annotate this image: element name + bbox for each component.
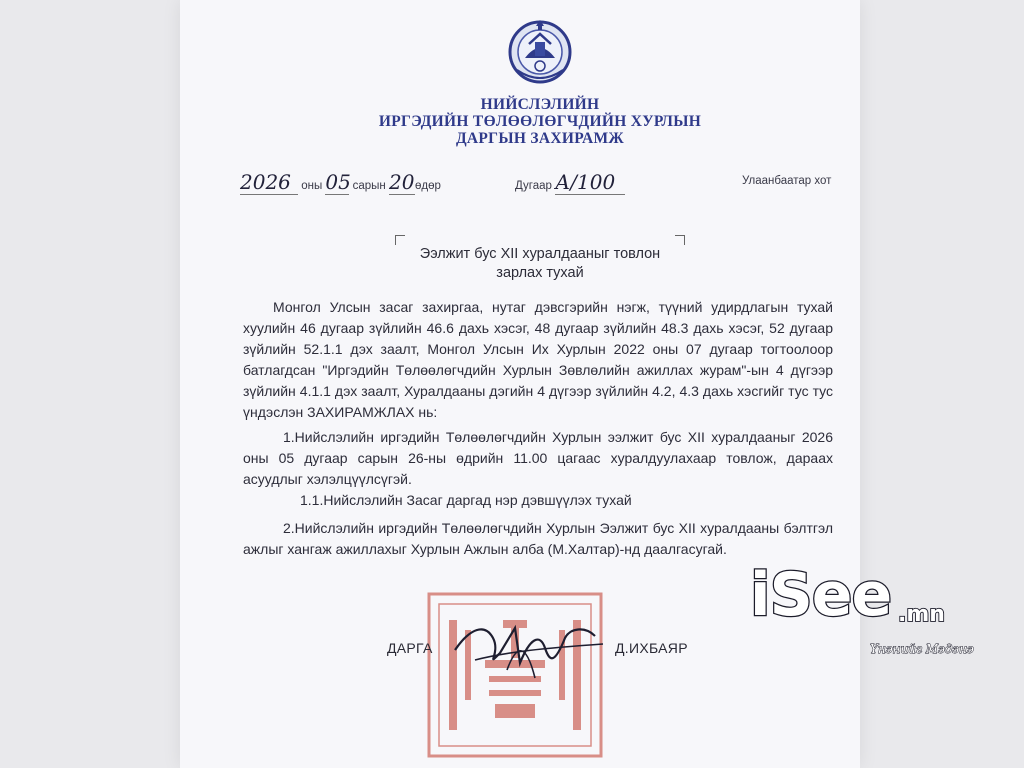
- handwritten-signature: [445, 608, 610, 688]
- order-item-1: 1.Нийслэлийн иргэдийн Төлөөлөгчдийн Хурлын ээлжит бус XII хуралдааныг 2026 оны 05 дугаар сарын 26-ны өдрийн 11.00 цагаас хуралдуулахаар товлож, дараах асуудлыг хэлэлцүүлсүгэй.: [243, 429, 833, 487]
- signatory-name: Д.ИХБАЯР: [615, 640, 688, 656]
- subject-corner-left: [395, 235, 405, 245]
- order-item-2: 2.Нийслэлийн иргэдийн Төлөөлөгчдийн Хурлын Ээлжит бус XII хуралдааны бэлтгэл ажлыг хангаж ажиллахыг Хурлын Ажлын алба (М.Халтар)-нд даалгасугай.: [243, 520, 833, 557]
- isee-watermark: [750, 560, 990, 670]
- org-line-2: ИРГЭДИЙН ТӨЛӨӨЛӨГЧДИЙН ХУРЛЫН: [378, 113, 702, 130]
- month-label: сарын: [352, 180, 386, 192]
- date-field: [240, 170, 441, 195]
- watermark-domain: .mn: [898, 602, 945, 627]
- date-month: 05: [325, 170, 351, 194]
- watermark-tagline: Үнэнийг Мэдэнэ: [870, 642, 974, 656]
- document-number-field: [515, 170, 625, 195]
- preamble-paragraph: Монгол Улсын засаг захиргаа, нутаг дэвсгэрийн нэгж, түүний удирдлагын тухай хуулийн 46 дугаар зүйлийн 46.6 дахь хэсэг, 48 дугаар зүйлийн 48.3 дахь хэсэг, 52 дугаар зүйлийн 52.1.1 дэх заалт, Монгол Улсын Их Хурлын 2022 оны 07 дугаар тогтоолоор батлагдсан "Иргэдийн Төлөөлөгчдийн Хурлын Зөвлөлийн ажиллах журам"-ын 4 дүгээр зүйлийн 4.1.1 дэх заалт, Хуралдааны дэгийн 4 дүгээр зүйлийн 4.2, 4.3 дахь хэсгийг тус тус үндэслэн ЗАХИРАМЖЛАХ нь:: [243, 299, 833, 420]
- signatory-title: ДАРГА: [387, 640, 433, 656]
- subject-line-1: Ээлжит бус XII хуралдааныг товлон: [419, 246, 661, 262]
- document-subject: [400, 245, 680, 283]
- date-day: 20: [389, 170, 415, 194]
- city-label: Улаанбаатар хот: [742, 175, 832, 187]
- subject-corner-right: [675, 235, 685, 245]
- date-year: 2026: [240, 170, 291, 194]
- number-label: Дугаар: [515, 180, 552, 192]
- watermark-logo: iSee: [750, 560, 892, 630]
- state-emblem-icon: [505, 14, 575, 86]
- order-item-1-1: 1.1.Нийслэлийн Засаг даргад нэр дэвшүүлэх тухай: [300, 492, 632, 508]
- document-number: А/100: [555, 170, 616, 194]
- issuing-organization: [360, 96, 720, 147]
- subject-line-2: зарлах тухай: [496, 265, 584, 281]
- day-label: өдөр: [415, 180, 441, 192]
- year-label: оны: [301, 180, 323, 192]
- org-line-3: ДАРГЫН ЗАХИРАМЖ: [455, 130, 625, 147]
- org-line-1: НИЙСЛЭЛИЙН: [480, 96, 600, 113]
